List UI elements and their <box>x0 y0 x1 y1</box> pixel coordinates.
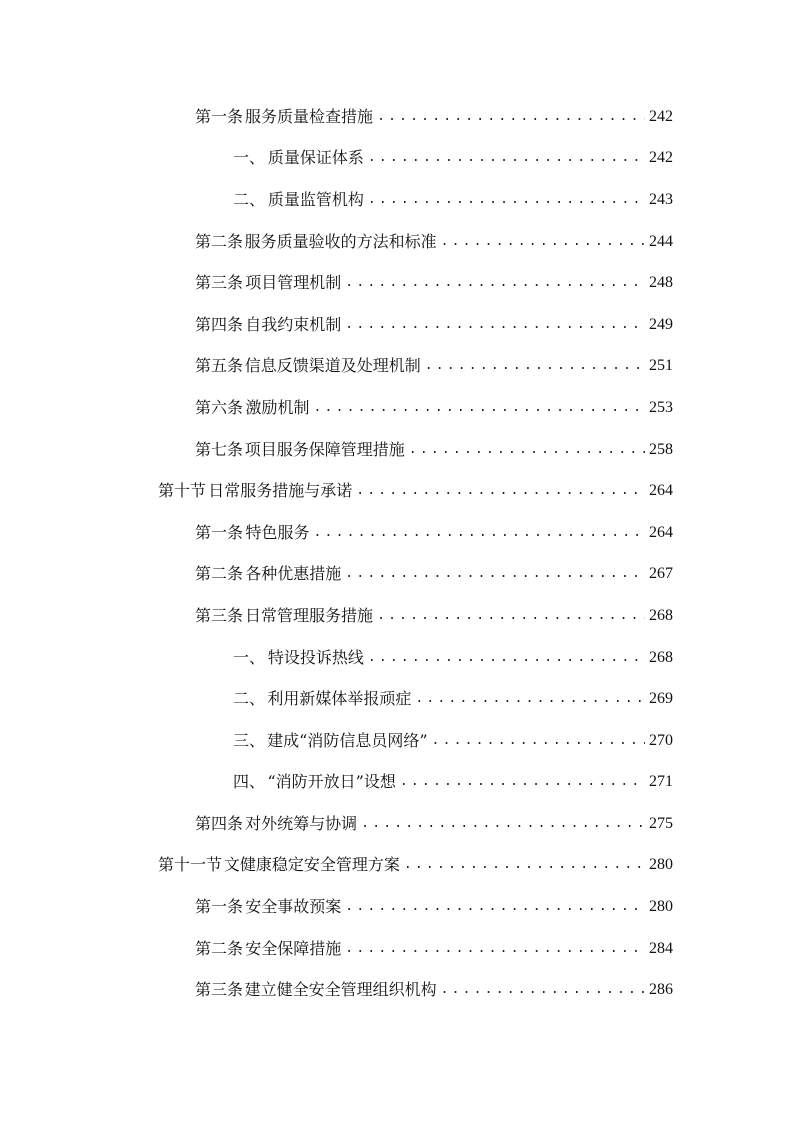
toc-dot-leader <box>415 689 645 709</box>
toc-entry-title: 项目服务保障管理措施 <box>244 439 405 459</box>
toc-entry-number: 第一条 <box>195 897 244 917</box>
toc-entry-number: 一、 <box>233 148 266 168</box>
toc-dot-leader <box>377 606 645 626</box>
toc-entry[interactable] <box>0 470 793 512</box>
toc-entry[interactable] <box>0 637 793 679</box>
toc-entry-page-number: 269 <box>649 690 673 708</box>
toc-dot-leader <box>314 398 645 418</box>
toc-entry-page-number: 280 <box>649 856 673 874</box>
toc-entry[interactable] <box>0 678 793 720</box>
toc-entry[interactable] <box>0 803 793 845</box>
toc-entry[interactable] <box>0 554 793 596</box>
toc-entry-number: 第四条 <box>195 314 244 334</box>
toc-entry[interactable] <box>0 138 793 180</box>
toc-dot-leader <box>345 897 645 917</box>
toc-dot-leader <box>432 731 645 751</box>
toc-entry-title: 自我约束机制 <box>245 314 342 334</box>
toc-entry[interactable] <box>0 387 793 429</box>
toc-entry[interactable] <box>0 429 793 471</box>
toc-entry[interactable] <box>0 512 793 554</box>
toc-dot-leader <box>361 814 645 834</box>
toc-entry-number: 第七条 <box>195 439 244 459</box>
toc-dot-leader <box>409 440 645 460</box>
toc-entry-page-number: 284 <box>649 939 673 957</box>
toc-entry-page-number: 251 <box>649 357 673 375</box>
toc-dot-leader <box>368 148 645 168</box>
toc-entry-page-number: 275 <box>649 814 673 832</box>
toc-entry-page-number: 286 <box>649 981 673 999</box>
toc-entry[interactable] <box>0 346 793 388</box>
toc-entry-page-number: 267 <box>649 565 673 583</box>
toc-entry-title: 特设投诉热线 <box>267 647 364 667</box>
toc-entry-page-number: 249 <box>649 315 673 333</box>
toc-entry-title: 安全保障措施 <box>245 938 342 958</box>
toc-entry-title: 服务质量检查措施 <box>245 106 374 126</box>
toc-entry-title: 各种优惠措施 <box>245 564 342 584</box>
toc-entry-number: 第三条 <box>195 980 244 1000</box>
toc-entry-title: 利用新媒体举报顽症 <box>267 689 412 709</box>
toc-entry-number: 二、 <box>233 689 266 709</box>
toc-dot-leader <box>345 939 645 959</box>
toc-dot-leader <box>345 564 645 584</box>
toc-entry-number: 第六条 <box>195 397 244 417</box>
toc-entry-title: 质量监管机构 <box>267 189 364 209</box>
toc-entry-title: 对外统筹与协调 <box>245 813 358 833</box>
toc-dot-leader <box>314 523 645 543</box>
toc-dot-leader <box>345 273 645 293</box>
toc-entry[interactable] <box>0 720 793 762</box>
toc-entry-page-number: 264 <box>649 482 673 500</box>
toc-dot-leader <box>400 772 645 792</box>
toc-entry-page-number: 271 <box>649 773 673 791</box>
toc-entry-number: 第十节 <box>158 481 207 501</box>
toc-dot-leader <box>356 481 645 501</box>
toc-entry[interactable] <box>0 304 793 346</box>
toc-entry-number: 一、 <box>233 647 266 667</box>
toc-dot-leader <box>368 190 645 210</box>
toc-entry-page-number: 258 <box>649 440 673 458</box>
toc-entry-page-number: 280 <box>649 898 673 916</box>
toc-entry-page-number: 242 <box>649 107 673 125</box>
toc-entry-title: “消防开放日”设想 <box>267 772 396 792</box>
toc-entry-title: 安全事故预案 <box>245 897 342 917</box>
toc-entry-title: 建立健全安全管理组织机构 <box>244 980 437 1000</box>
toc-entry-page-number: 243 <box>649 190 673 208</box>
toc-entry-page-number: 253 <box>649 398 673 416</box>
toc-dot-leader <box>404 855 645 875</box>
toc-entry-number: 第十一节 <box>158 855 223 875</box>
toc-entry-title: 文健康稳定安全管理方案 <box>223 855 400 875</box>
toc-entry-page-number: 244 <box>649 232 673 250</box>
toc-dot-leader <box>345 315 645 335</box>
toc-entry-number: 第二条 <box>195 231 244 251</box>
toc-entry[interactable] <box>0 179 793 221</box>
toc-entry-number: 第三条 <box>195 273 244 293</box>
toc-entry[interactable] <box>0 762 793 804</box>
toc-entry-title: 质量保证体系 <box>267 148 364 168</box>
toc-entry-number: 三、 <box>233 730 266 750</box>
toc-entry-number: 四、 <box>233 772 266 792</box>
toc-dot-leader <box>441 232 645 252</box>
toc-entry[interactable] <box>0 969 793 1011</box>
toc-entry-page-number: 264 <box>649 523 673 541</box>
toc-entry-page-number: 248 <box>649 274 673 292</box>
toc-entry-number: 第五条 <box>195 356 244 376</box>
toc-entry-number: 第四条 <box>195 813 244 833</box>
toc-entry[interactable] <box>0 96 793 138</box>
toc-entry-page-number: 270 <box>649 731 673 749</box>
toc-entry-title: 日常管理服务措施 <box>245 605 374 625</box>
toc-dot-leader <box>368 648 645 668</box>
toc-entry-number: 第一条 <box>195 522 244 542</box>
toc-entry[interactable] <box>0 221 793 263</box>
toc-entry[interactable] <box>0 845 793 887</box>
toc-dot-leader <box>441 980 645 1000</box>
toc-entry-title: 项目管理机制 <box>245 273 342 293</box>
toc-dot-leader <box>425 356 645 376</box>
toc-entry-number: 二、 <box>233 189 266 209</box>
toc-dot-leader <box>377 107 645 127</box>
toc-entry-number: 第一条 <box>195 106 244 126</box>
toc-entry[interactable] <box>0 262 793 304</box>
toc-entry-page-number: 268 <box>649 606 673 624</box>
toc-entry[interactable] <box>0 928 793 970</box>
toc-entry[interactable] <box>0 886 793 928</box>
toc-entry-title: 服务质量验收的方法和标准 <box>244 231 437 251</box>
toc-entry-title: 特色服务 <box>245 522 310 542</box>
toc-entry-title: 建成“消防信息员网络” <box>267 730 428 750</box>
toc-entry-title: 激励机制 <box>245 397 310 417</box>
table-of-contents <box>0 96 793 1011</box>
toc-entry-number: 第二条 <box>195 564 244 584</box>
toc-entry-page-number: 268 <box>649 648 673 666</box>
toc-entry[interactable] <box>0 595 793 637</box>
toc-entry-number: 第三条 <box>195 605 244 625</box>
toc-entry-number: 第二条 <box>195 938 244 958</box>
toc-entry-title: 信息反馈渠道及处理机制 <box>244 356 421 376</box>
toc-entry-page-number: 242 <box>649 149 673 167</box>
toc-entry-title: 日常服务措施与承诺 <box>208 481 353 501</box>
